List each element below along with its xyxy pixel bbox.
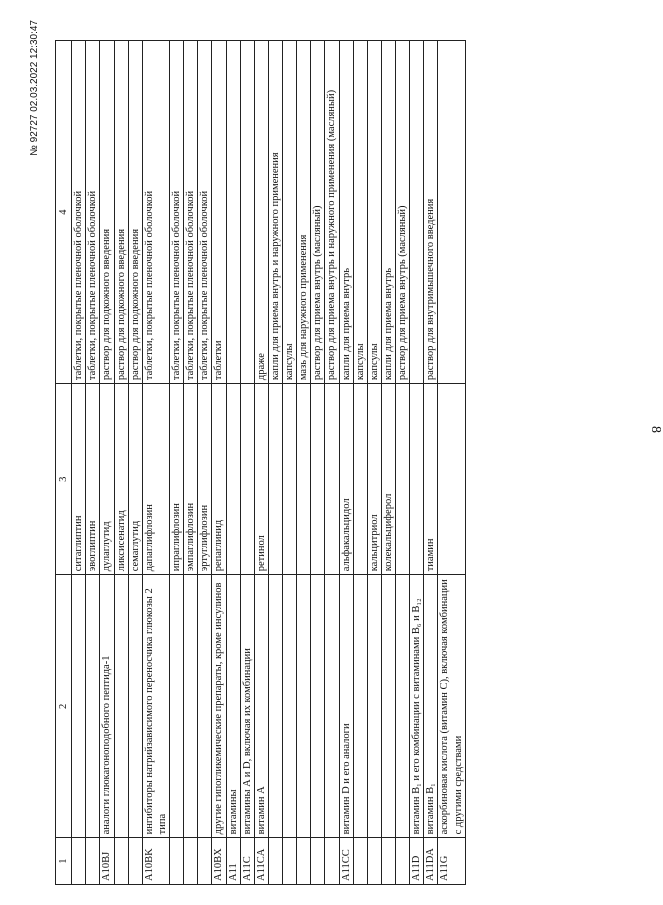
table-cell-col-3: эмпаглифлозин bbox=[184, 384, 198, 575]
table-cell-col-3: эртуглифлозин bbox=[198, 384, 212, 575]
table-cell-col-4: капсулы bbox=[367, 41, 381, 384]
table-cell-col-1 bbox=[297, 838, 311, 885]
table-row bbox=[311, 41, 325, 885]
table-cell-col-3: семаглутид bbox=[128, 384, 142, 575]
page-number: 8 bbox=[648, 426, 663, 433]
table-cell-col-3 bbox=[226, 384, 240, 575]
table-cell-col-1: A11G bbox=[438, 838, 465, 885]
table-cell-col-3: ликсисенатид bbox=[114, 384, 128, 575]
table-cell-col-1 bbox=[268, 838, 282, 885]
table-row bbox=[142, 41, 169, 885]
table-cell-col-3 bbox=[438, 384, 465, 575]
table-row bbox=[254, 41, 268, 885]
table-cell-col-2: аналоги глюкагоноподобного пептида-1 bbox=[100, 575, 114, 838]
table-cell-col-1: A11DA bbox=[424, 838, 438, 885]
table-cell-col-1: A10BX bbox=[212, 838, 226, 885]
header-col-2: 2 bbox=[56, 575, 72, 838]
table-cell-col-3: ипраглифлозин bbox=[170, 384, 184, 575]
table-cell-col-4: капли для приема внутрь bbox=[381, 41, 395, 384]
table-cell-col-2 bbox=[353, 575, 367, 838]
table-cell-col-2 bbox=[367, 575, 381, 838]
table-cell-col-4: таблетки, покрытые пленочной оболочкой bbox=[72, 41, 86, 384]
table-row bbox=[240, 41, 254, 885]
table-cell-col-1 bbox=[311, 838, 325, 885]
table-cell-col-4: драже bbox=[254, 41, 268, 384]
table-row bbox=[339, 41, 353, 885]
table-cell-col-2 bbox=[72, 575, 86, 838]
table-cell-col-3: кальцитриол bbox=[367, 384, 381, 575]
table-cell-col-2 bbox=[128, 575, 142, 838]
table-row bbox=[297, 41, 311, 885]
table-cell-col-1 bbox=[184, 838, 198, 885]
table-cell-col-4: таблетки, покрытые пленочной оболочкой bbox=[198, 41, 212, 384]
table-cell-col-1 bbox=[72, 838, 86, 885]
table-cell-col-2 bbox=[198, 575, 212, 838]
table-cell-col-4 bbox=[240, 41, 254, 384]
table-row bbox=[410, 41, 424, 885]
table-cell-col-2 bbox=[184, 575, 198, 838]
table-row bbox=[184, 41, 198, 885]
table-cell-col-1: A11 bbox=[226, 838, 240, 885]
table-cell-col-4: капли для приема внутрь bbox=[339, 41, 353, 384]
table-cell-col-2: витамин B₁ и его комбинации с витаминами B₆ и B₁₂ bbox=[410, 575, 424, 838]
table-row bbox=[170, 41, 184, 885]
table-cell-col-3 bbox=[396, 384, 410, 575]
table-cell-col-3 bbox=[311, 384, 325, 575]
table-cell-col-2: витамины A и D, включая их комбинации bbox=[240, 575, 254, 838]
table-cell-col-2 bbox=[283, 575, 297, 838]
table-cell-col-2: витамин D и его аналоги bbox=[339, 575, 353, 838]
footer bbox=[29, 20, 40, 156]
table-cell-col-3 bbox=[353, 384, 367, 575]
table-row bbox=[424, 41, 438, 885]
table-cell-col-1 bbox=[353, 838, 367, 885]
table-cell-col-4 bbox=[410, 41, 424, 384]
table-cell-col-2: аскорбиновая кислота (витамин C), включая комбинации с другими средствами bbox=[438, 575, 465, 838]
table-row bbox=[212, 41, 226, 885]
table-cell-col-1: A11CA bbox=[254, 838, 268, 885]
table-cell-col-4: раствор для приема внутрь (масляный) bbox=[396, 41, 410, 384]
table-row bbox=[72, 41, 86, 885]
table-cell-col-1 bbox=[367, 838, 381, 885]
table-cell-col-2 bbox=[268, 575, 282, 838]
table-cell-col-3: эвоглиптин bbox=[86, 384, 100, 575]
table-cell-col-3: дапаглифлозин bbox=[142, 384, 169, 575]
header-col-1: 1 bbox=[56, 838, 72, 885]
table-cell-col-4 bbox=[438, 41, 465, 384]
drug-table bbox=[55, 40, 466, 885]
table-cell-col-1 bbox=[128, 838, 142, 885]
table-cell-col-3: репаглинид bbox=[212, 384, 226, 575]
table-cell-col-1 bbox=[283, 838, 297, 885]
table-cell-col-3 bbox=[240, 384, 254, 575]
table-row bbox=[381, 41, 395, 885]
table-cell-col-1: A11CC bbox=[339, 838, 353, 885]
table-cell-col-4: капли для приема внутрь и наружного применения bbox=[268, 41, 282, 384]
table-row bbox=[226, 41, 240, 885]
table-cell-col-4: таблетки, покрытые пленочной оболочкой bbox=[170, 41, 184, 384]
table-cell-col-4: раствор для приема внутрь и наружного применения (масляный) bbox=[325, 41, 339, 384]
table-cell-col-4: таблетки bbox=[212, 41, 226, 384]
table-cell-col-4: капсулы bbox=[353, 41, 367, 384]
table-cell-col-1 bbox=[170, 838, 184, 885]
table-row bbox=[268, 41, 282, 885]
table-cell-col-3: ретинол bbox=[254, 384, 268, 575]
table-cell-col-2: витамин A bbox=[254, 575, 268, 838]
table-cell-col-3 bbox=[297, 384, 311, 575]
table-cell-col-3 bbox=[325, 384, 339, 575]
table-row bbox=[353, 41, 367, 885]
table-cell-col-4 bbox=[226, 41, 240, 384]
table-header-row bbox=[56, 41, 72, 885]
table-cell-col-4: раствор для внутримышечного введения bbox=[424, 41, 438, 384]
table-cell-col-2 bbox=[86, 575, 100, 838]
table-row bbox=[100, 41, 114, 885]
document-table-frame bbox=[55, 40, 663, 885]
table-cell-col-3: альфакальцидол bbox=[339, 384, 353, 575]
table-cell-col-2: витамины bbox=[226, 575, 240, 838]
table-cell-col-1: A11C bbox=[240, 838, 254, 885]
table-row bbox=[325, 41, 339, 885]
header-col-4: 4 bbox=[56, 41, 72, 384]
table-cell-col-2 bbox=[325, 575, 339, 838]
table-cell-col-1 bbox=[198, 838, 212, 885]
table-cell-col-1 bbox=[381, 838, 395, 885]
footer-doc-number: № 92727 02.03.2022 12:30:47 bbox=[29, 20, 40, 156]
table-cell-col-3: колекальциферол bbox=[381, 384, 395, 575]
table-cell-col-2 bbox=[396, 575, 410, 838]
table-cell-col-1 bbox=[86, 838, 100, 885]
header-col-3: 3 bbox=[56, 384, 72, 575]
table-cell-col-4: раствор для приема внутрь (масляный) bbox=[311, 41, 325, 384]
table-cell-col-4: раствор для подкожного введения bbox=[114, 41, 128, 384]
table-cell-col-3 bbox=[283, 384, 297, 575]
table-cell-col-1 bbox=[325, 838, 339, 885]
table-cell-col-3 bbox=[268, 384, 282, 575]
table-cell-col-1: A10BK bbox=[142, 838, 169, 885]
table-cell-col-2: ингибиторы натрийзависимого переносчика глюкозы 2 типа bbox=[142, 575, 169, 838]
table-cell-col-2: другие гипогликемические препараты, кроме инсулинов bbox=[212, 575, 226, 838]
table-cell-col-3 bbox=[410, 384, 424, 575]
table-row bbox=[86, 41, 100, 885]
table-cell-col-1: A11D bbox=[410, 838, 424, 885]
table-row bbox=[283, 41, 297, 885]
table-row bbox=[367, 41, 381, 885]
table-cell-col-2: витамин B₁ bbox=[424, 575, 438, 838]
table-cell-col-4: капсулы bbox=[283, 41, 297, 384]
table-row bbox=[438, 41, 465, 885]
table-row bbox=[114, 41, 128, 885]
table-cell-col-2 bbox=[297, 575, 311, 838]
table-cell-col-2 bbox=[311, 575, 325, 838]
table-cell-col-3: дулаглутид bbox=[100, 384, 114, 575]
table-cell-col-4: мазь для наружного применения bbox=[297, 41, 311, 384]
table-cell-col-4: раствор для подкожного введения bbox=[100, 41, 114, 384]
table-cell-col-2 bbox=[170, 575, 184, 838]
table-cell-col-1 bbox=[114, 838, 128, 885]
table-cell-col-4: таблетки, покрытые пленочной оболочкой bbox=[142, 41, 169, 384]
table-cell-col-3: тиамин bbox=[424, 384, 438, 575]
table-cell-col-4: таблетки, покрытые пленочной оболочкой bbox=[86, 41, 100, 384]
table-row bbox=[128, 41, 142, 885]
table-row bbox=[198, 41, 212, 885]
table-cell-col-4: таблетки, покрытые пленочной оболочкой bbox=[184, 41, 198, 384]
table-row bbox=[396, 41, 410, 885]
table-cell-col-3: ситаглиптин bbox=[72, 384, 86, 575]
table-cell-col-1: A10BJ bbox=[100, 838, 114, 885]
table-cell-col-4: раствор для подкожного введения bbox=[128, 41, 142, 384]
table-cell-col-2 bbox=[381, 575, 395, 838]
table-cell-col-1 bbox=[396, 838, 410, 885]
table-cell-col-2 bbox=[114, 575, 128, 838]
